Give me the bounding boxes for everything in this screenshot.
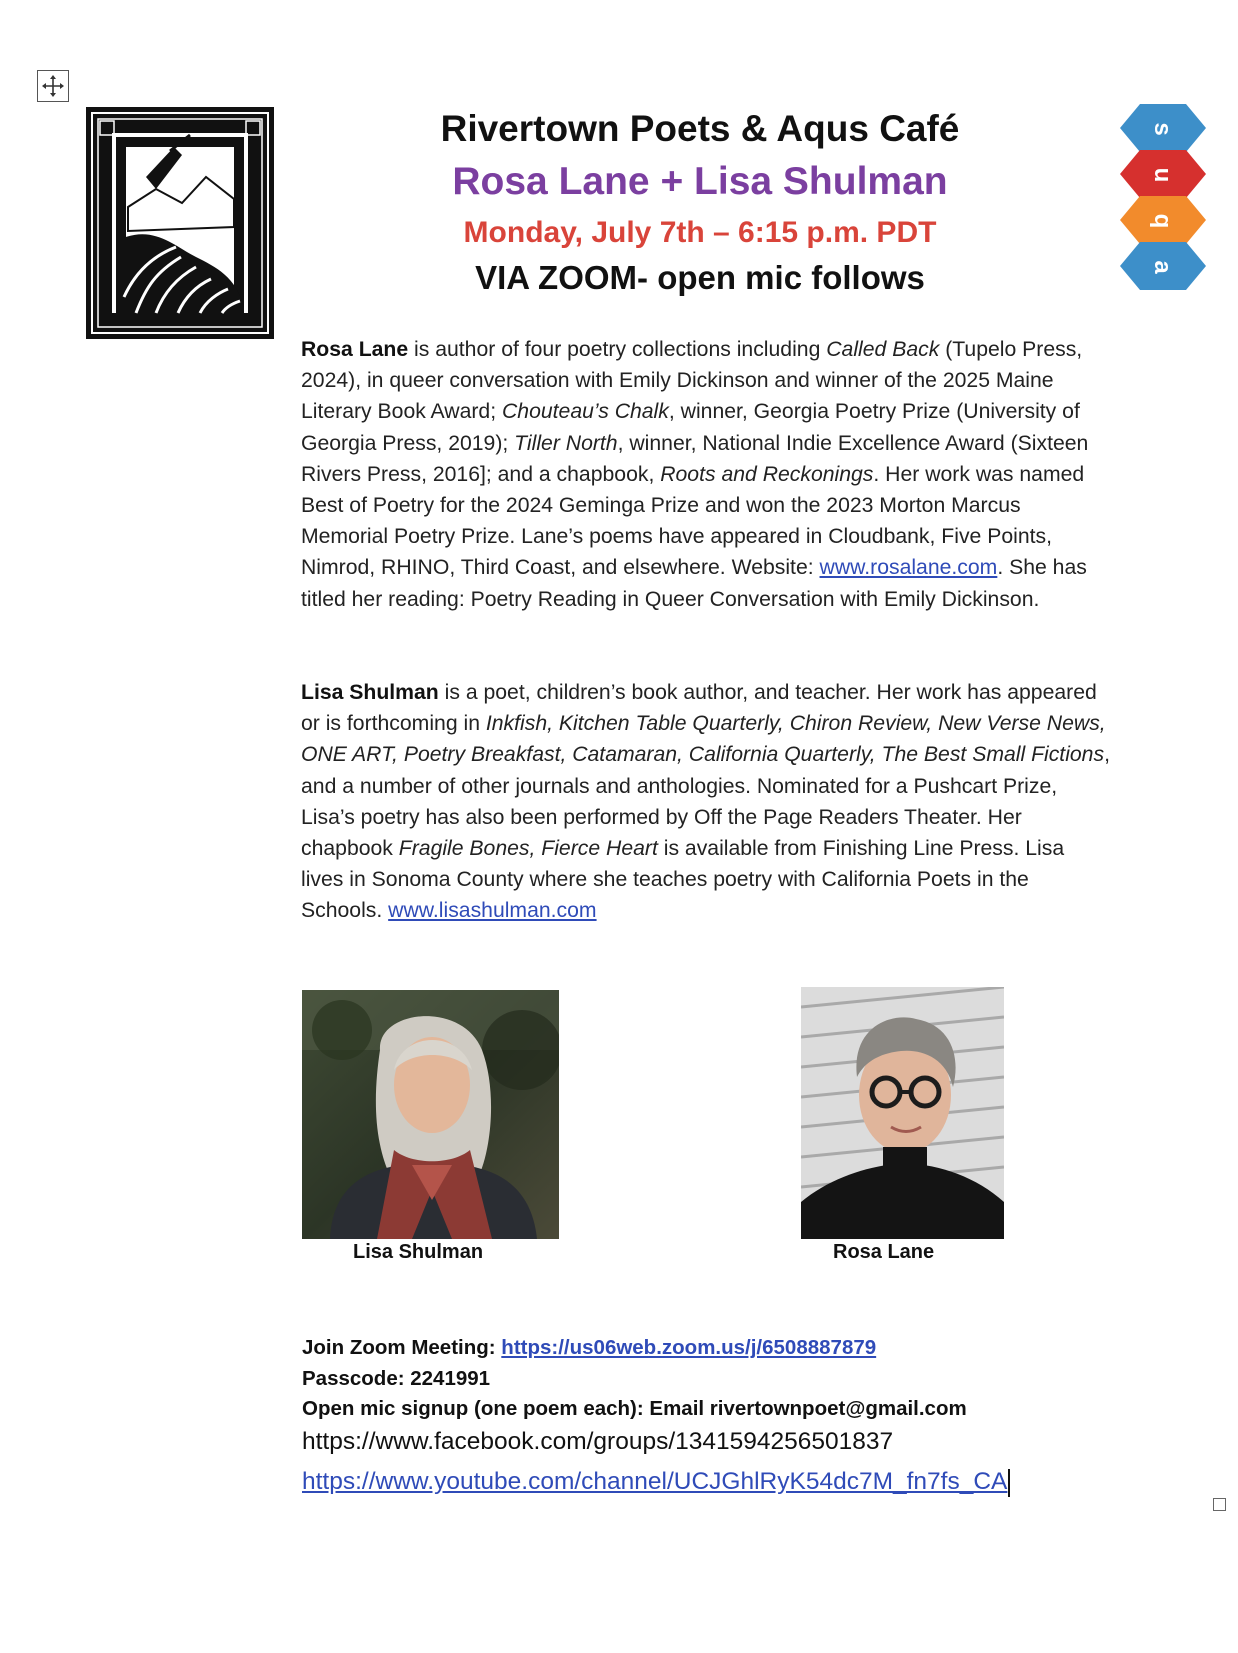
table-resize-handle[interactable] — [1213, 1498, 1226, 1511]
event-format: VIA ZOOM- open mic follows — [475, 259, 925, 296]
event-date: Monday, July 7th – 6:15 p.m. PDT — [463, 216, 937, 249]
featured-poets: Rosa Lane + Lisa Shulman — [452, 160, 948, 203]
lisa-photo-caption: Lisa Shulman — [353, 1241, 484, 1263]
aqus-letter-u: u — [1149, 167, 1176, 183]
table-move-handle[interactable] — [37, 70, 69, 102]
rosa-lane-photo — [801, 987, 1004, 1239]
facebook-url: https://www.facebook.com/groups/1341594256501837 — [302, 1428, 894, 1455]
aqus-letter-s: s — [1149, 122, 1176, 136]
zoom-meeting-line: Join Zoom Meeting: https://us06web.zoom.us/j/6508887879 — [302, 1336, 877, 1359]
youtube-link[interactable]: https://www.youtube.com/channel/UCJGhlRyK54dc7M_fn7fs_CA — [302, 1468, 1008, 1495]
passcode-line: Passcode: 2241991 — [302, 1367, 491, 1390]
rivertown-poets-logo — [86, 107, 274, 339]
rosa-lane-bio: Rosa Lane is author of four poetry collections including Called Back (Tupelo Press, 2024), in queer conversation with Emily Dickinson and winner of the 2025 Maine Literary Book Award; Chouteau’s Chalk, winner, Georgia Poetry Prize (University of Georgia Press, 2019); Tiller North, winner, National Indie Excellence Award (Sixteen Rivers Press, 2016]; and a chapbook, Roots and Reckonings. Her work was named Best of Poetry for the 2024 Geminga Prize and won the 2023 Morton Marcus Memorial Poetry Prize. Lane’s poems have appeared in Cloudbank, Five Points, Nimrod, RHINO, Third Coast, and elsewhere. Website: www.rosalane.com. She has titled her reading: Poetry Reading in Queer Conversation with Emily Dickinson. — [301, 338, 1089, 611]
bio-name: Lisa Shulman — [301, 681, 439, 704]
bio-name: Rosa Lane — [301, 338, 409, 361]
rosa-photo-caption: Rosa Lane — [833, 1241, 935, 1263]
lisa-website-link[interactable]: www.lisashulman.com — [388, 899, 597, 923]
aqus-cafe-logo — [1120, 104, 1206, 290]
open-mic-line: Open mic signup (one poem each): Email rivertownpoet@gmail.com — [302, 1397, 967, 1420]
move-arrows-icon — [41, 74, 65, 98]
youtube-line — [302, 1468, 1010, 1497]
zoom-link[interactable]: https://us06web.zoom.us/j/6508887879 — [501, 1336, 877, 1359]
text-cursor — [1008, 1469, 1010, 1497]
event-title: Rivertown Poets & Aqus Café — [440, 108, 960, 149]
rosa-website-link[interactable]: www.rosalane.com — [819, 556, 998, 580]
aqus-letter-q: q — [1149, 213, 1176, 229]
lisa-shulman-photo — [302, 990, 559, 1239]
aqus-letter-a: a — [1149, 260, 1176, 274]
lisa-shulman-bio: Lisa Shulman is a poet, children’s book author, and teacher. Her work has appeared or is forthcoming in Inkfish, Kitchen Table Quarterly, Chiron Review, New Verse News, ONE ART, Poetry Breakfast, Catamaran, California Quarterly, The Best Small Fictions, and a number of other journals and anthologies. Nominated for a Pushcart Prize, Lisa’s poetry has also been performed by Off the Page Readers Theater. Her chapbook Fragile Bones, Fierce Heart is available from Finishing Line Press. Lisa lives in Sonoma County where she teaches poetry with California Poets in the Schools. www.lisashulman.com — [301, 681, 1110, 923]
